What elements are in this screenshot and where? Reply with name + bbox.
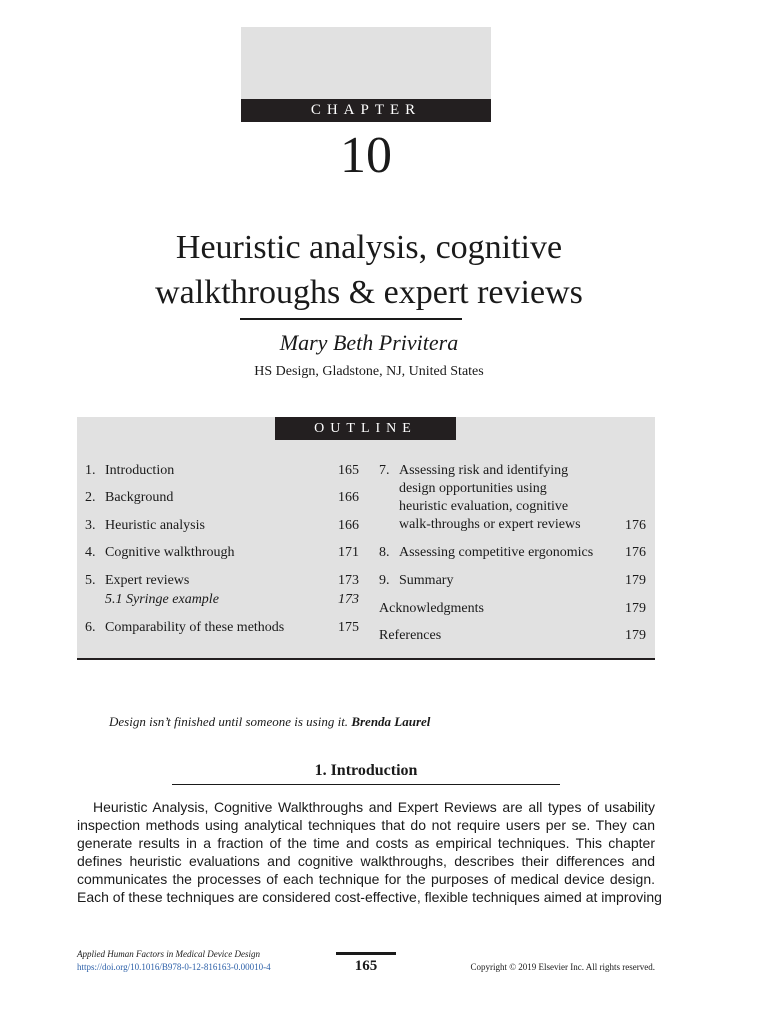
chapter-title-line-1: Heuristic analysis, cognitive [175,229,563,266]
footer-page-rule [336,952,396,955]
chapter-label: CHAPTER [241,99,491,122]
toc-page: 171 [338,545,359,560]
toc-number: 6. [85,620,96,635]
toc-page: 176 [625,518,646,533]
footer-book-title: Applied Human Factors in Medical Device Design [77,949,260,959]
chapter-number: 10 [340,127,392,184]
toc-page: 176 [625,545,646,560]
toc-number: 5. [85,573,96,588]
body-line: inspection methods using analytical techniques that do not require users per se. They can [77,817,655,833]
toc-label: Acknowledgments [379,601,484,616]
toc-number: 8. [379,545,390,560]
footer-page-number: 165 [354,958,378,974]
toc-label: Summary [399,573,454,588]
title-divider [240,318,462,320]
chapter-title-line-2: walkthroughs & expert reviews [155,274,583,311]
toc-label-line: Assessing risk and identifying [399,463,569,478]
author-name: Mary Beth Privitera [279,330,459,355]
toc-number: 7. [379,463,390,478]
outline-box [77,417,655,660]
epigraph-quote: Design isn’t finished until someone is using it. [109,714,349,729]
toc-label: Heuristic analysis [105,518,205,533]
toc-label: Comparability of these methods [105,620,285,635]
footer-doi-link[interactable]: https://doi.org/10.1016/B978-0-12-816163-0.00010-4 [77,962,271,972]
toc-label-line: walk-throughs or expert reviews [399,517,581,532]
epigraph-attribution: Brenda Laurel [351,714,431,729]
toc-page: 173 [338,573,359,588]
body-line: communicates the processes of each technique for the purposes of medical device design. [77,871,655,887]
section-heading: 1. Introduction [314,762,418,779]
toc-page: 175 [338,620,359,635]
toc-label: Assessing competitive ergonomics [399,545,594,560]
toc-label: Cognitive walkthrough [105,545,235,560]
body-line: generate results in a fraction of the time and costs as empirical techniques. This chapter [77,835,655,851]
author-affiliation: HS Design, Gladstone, NJ, United States [254,364,484,379]
toc-number: 3. [85,518,96,533]
toc-page: 173 [338,592,359,607]
toc-page: 179 [625,601,646,616]
epigraph [109,713,669,731]
toc-label: References [379,628,442,643]
outline-label: OUTLINE [275,417,456,440]
body-line: defines heuristic evaluations and cognitive walkthroughs, describes their differences and [77,853,655,869]
toc-page: 179 [625,628,646,643]
toc-number: 4. [85,545,96,560]
toc-label-line: heuristic evaluation, cognitive [399,499,569,514]
toc-label-line: design opportunities using [399,481,547,496]
chapter-header-box [241,27,491,99]
section-divider [172,784,560,785]
toc-page: 166 [338,518,359,533]
body-line: Each of these techniques are considered cost-effective, flexible techniques aimed at improving [77,889,662,905]
toc-number: 1. [85,463,96,478]
toc-page: 179 [625,573,646,588]
toc-number: 2. [85,490,96,505]
toc-label: Background [105,490,174,505]
toc-item[interactable] [379,462,647,534]
toc-label: 5.1 Syringe example [105,592,219,607]
body-line: Heuristic Analysis, Cognitive Walkthroughs and Expert Reviews are all types of usability [93,799,655,815]
toc-page: 165 [338,463,359,478]
toc-page: 166 [338,490,359,505]
body-paragraph [77,798,662,906]
toc-label: Expert reviews [105,573,190,588]
chapter-title [84,225,654,315]
toc-label: Introduction [105,463,175,478]
toc-number: 9. [379,573,390,588]
footer-copyright: Copyright © 2019 Elsevier Inc. All rights reserved. [470,962,655,972]
